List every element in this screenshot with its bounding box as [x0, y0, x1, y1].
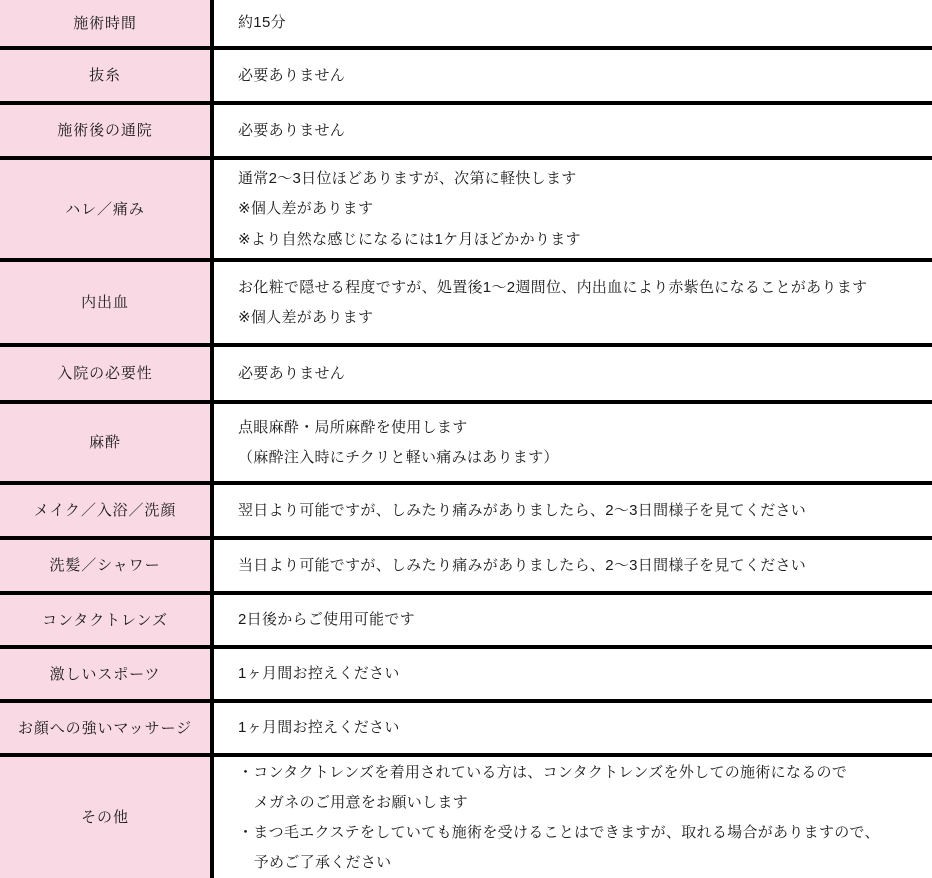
row-value-cell	[212, 103, 932, 158]
value-line: 2日後からご使用可能です	[238, 611, 415, 629]
row-value-cell	[212, 158, 932, 260]
value-line: メガネのご用意をお願いします	[253, 793, 468, 811]
row-label-cell	[0, 402, 212, 483]
value-line: お化粧で隠せる程度ですが、処置後1〜2週間位、内出血により赤紫色になることがあります	[238, 278, 868, 296]
value-line: ・まつ毛エクステをしていても施術を受けることはできますが、取れる場合がありますので、	[238, 824, 880, 841]
row-label-cell	[0, 260, 212, 345]
value-lines	[238, 716, 918, 739]
table-row	[0, 483, 932, 538]
value-line: ・コンタクトレンズを着用されている方は、コンタクトレンズを外しての施術になるので	[238, 763, 848, 781]
row-label: 入院の必要性	[57, 365, 153, 382]
table-row	[0, 158, 932, 260]
row-label: ハレ／痛み	[65, 200, 145, 218]
table-row	[0, 402, 932, 483]
value-line: 1ヶ月間お控えください	[238, 719, 400, 737]
table-row	[0, 345, 932, 402]
value-lines	[238, 64, 918, 87]
row-label-cell	[0, 103, 212, 158]
value-lines	[238, 362, 918, 385]
value-line: 翌日より可能ですが、しみたり痛みがありましたら、2〜3日間様子を見てください	[238, 501, 807, 519]
row-label-cell	[0, 538, 212, 593]
value-line: ※個人差があります	[238, 309, 374, 326]
value-lines	[238, 276, 918, 330]
row-value-cell	[212, 402, 932, 483]
row-value-cell	[212, 260, 932, 345]
value-lines	[238, 761, 918, 875]
row-label-cell	[0, 0, 212, 48]
table-row	[0, 0, 932, 48]
row-label-cell	[0, 755, 212, 878]
value-lines	[238, 554, 918, 577]
table-row	[0, 593, 932, 647]
value-lines	[238, 662, 918, 685]
row-value-cell	[212, 755, 932, 878]
value-line: 当日より可能ですが、しみたり痛みがありましたら、2〜3日間様子を見てください	[238, 556, 807, 574]
row-label: 洗髪／シャワー	[49, 557, 161, 574]
row-label: 施術時間	[73, 14, 137, 32]
row-value-cell	[212, 0, 932, 48]
row-value-cell	[212, 48, 932, 103]
value-line: ※個人差があります	[238, 200, 374, 218]
row-label: メイク／入浴／洗顔	[33, 502, 177, 519]
row-value-cell	[212, 647, 932, 701]
value-line: 必要ありません	[238, 66, 346, 84]
value-lines	[238, 119, 918, 142]
value-line: 予めご了承ください	[253, 854, 392, 872]
row-label-cell	[0, 158, 212, 260]
row-label: その他	[81, 809, 129, 826]
row-value-cell	[212, 345, 932, 402]
value-line: 必要ありません	[238, 121, 346, 139]
row-value-cell	[212, 483, 932, 538]
table-row	[0, 103, 932, 158]
value-line: 点眼麻酔・局所麻酔を使用します	[238, 418, 468, 436]
row-label: 抜糸	[89, 67, 121, 84]
value-line: 約15分	[238, 14, 286, 32]
row-label-cell	[0, 593, 212, 647]
row-label-cell	[0, 701, 212, 755]
table-row	[0, 260, 932, 345]
row-label-cell	[0, 48, 212, 103]
value-lines	[238, 499, 918, 522]
row-label: コンタクトレンズ	[42, 611, 168, 629]
row-label: 内出血	[81, 294, 129, 311]
value-line: ※より自然な感じになるには1ケ月ほどかかります	[238, 230, 581, 248]
row-label-cell	[0, 345, 212, 402]
value-line: （麻酔注入時にチクリと軽い痛みはあります）	[238, 449, 559, 466]
row-label: お顔への強いマッサージ	[17, 719, 192, 737]
table-row	[0, 701, 932, 755]
table-row	[0, 538, 932, 593]
value-lines	[238, 11, 918, 34]
table-row	[0, 48, 932, 103]
row-label-cell	[0, 647, 212, 701]
value-lines	[238, 608, 918, 631]
row-label: 施術後の通院	[57, 122, 153, 139]
row-value-cell	[212, 593, 932, 647]
row-label: 激しいスポーツ	[49, 665, 161, 683]
table-row	[0, 755, 932, 878]
row-value-cell	[212, 538, 932, 593]
row-label: 麻酔	[89, 434, 121, 451]
value-line: 1ヶ月間お控えください	[238, 665, 400, 683]
value-lines	[238, 167, 918, 251]
value-line: 通常2〜3日位ほどありますが、次第に軽快します	[238, 170, 577, 188]
row-label-cell	[0, 483, 212, 538]
value-lines	[238, 416, 918, 470]
table-row	[0, 647, 932, 701]
row-value-cell	[212, 701, 932, 755]
value-line: 必要ありません	[238, 364, 346, 382]
